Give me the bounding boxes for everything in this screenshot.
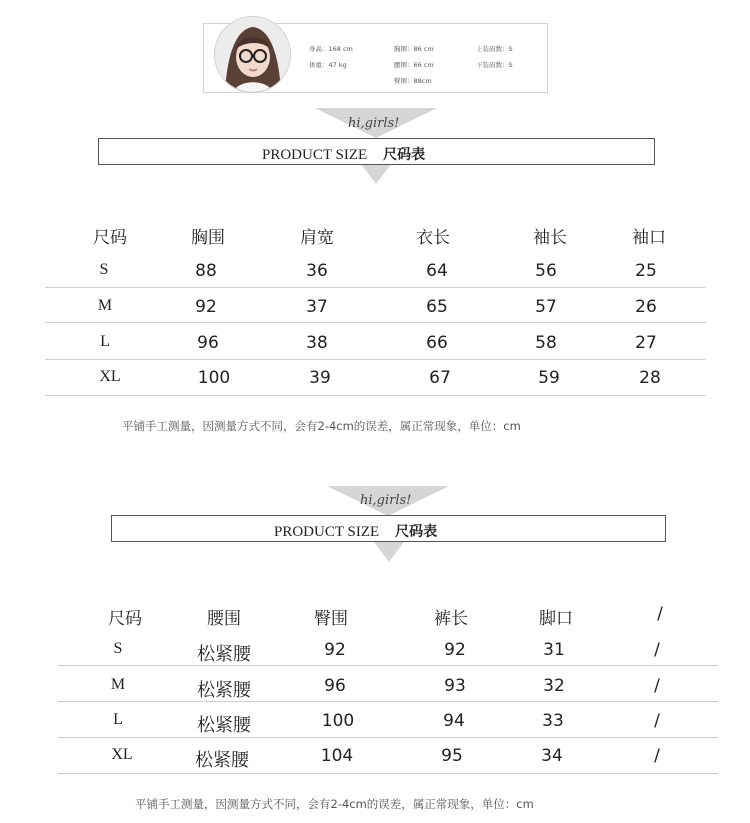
table-cell: 28 (639, 368, 661, 388)
table-cell: 59 (538, 368, 560, 388)
table-cell: 67 (429, 368, 451, 388)
table-cell: XL (111, 746, 133, 763)
table-cell: S (99, 261, 109, 278)
table-cell: M (110, 676, 126, 693)
table-header: 胸围 (191, 228, 225, 248)
table-header: 袖长 (533, 228, 567, 248)
heading-triangle-bottom (374, 542, 404, 562)
row-divider (58, 665, 718, 666)
table-cell: 64 (426, 261, 448, 281)
table-cell: 95 (441, 746, 463, 766)
row-divider (45, 287, 706, 288)
table-header: 臀围 (314, 609, 348, 629)
product-size-title (274, 521, 437, 541)
product-size-title (262, 144, 425, 164)
model-top-size: 上装码数：S (476, 45, 513, 53)
row-divider (58, 701, 718, 702)
row-divider (58, 737, 718, 738)
table-cell: 27 (635, 333, 657, 353)
model-weight: 体重：47 kg (309, 61, 347, 69)
table-cell: 104 (320, 746, 354, 766)
title-english: PRODUCT SIZE (262, 147, 368, 163)
table-header: 袖口 (632, 228, 666, 248)
row-divider (45, 395, 706, 396)
table-cell: 57 (535, 297, 557, 317)
product-size-title-box (111, 515, 666, 542)
model-info-card (203, 23, 548, 93)
table-cell: 100 (321, 711, 355, 731)
table-cell: 58 (535, 333, 557, 353)
table-cell: 56 (535, 261, 557, 281)
model-hip: 臀围：88cm (394, 77, 432, 85)
table-cell: 92 (195, 297, 217, 317)
table-cell: M (97, 297, 113, 314)
table-header: 尺码 (108, 609, 142, 629)
title-chinese: 尺码表 (383, 147, 426, 163)
table-header: 尺码 (93, 228, 127, 248)
table-cell: 松紧腰 (197, 715, 251, 736)
model-waist: 腰围：66 cm (394, 61, 434, 69)
table-header: 脚口 (539, 609, 573, 629)
table-header: 肩宽 (300, 228, 334, 248)
table-cell: 26 (635, 297, 657, 317)
table-cell: S (113, 640, 123, 657)
table-cell: 31 (543, 640, 565, 660)
table-cell: 39 (309, 368, 331, 388)
title-english: PRODUCT SIZE (274, 524, 380, 540)
table-cell: 65 (426, 297, 448, 317)
measurement-note: 平铺手工测量，因测量方式不同，会有2-4cm的误差，属正常现象，单位：cm (122, 419, 521, 433)
model-bottom-size: 下装码数：S (476, 61, 513, 69)
table-cell: L (113, 711, 123, 728)
table-cell: / (654, 640, 660, 660)
table-cell: 25 (635, 261, 657, 281)
row-divider (45, 322, 706, 323)
table-cell: 32 (543, 676, 565, 696)
table-cell: / (654, 676, 660, 696)
table-cell: 96 (197, 333, 219, 353)
title-chinese: 尺码表 (395, 524, 438, 540)
table-cell: 92 (324, 640, 346, 660)
table-header: 腰围 (207, 609, 241, 629)
table-header: / (657, 604, 663, 624)
product-size-title-box (98, 138, 655, 165)
heading-triangle-bottom (361, 164, 391, 184)
table-cell: 38 (306, 333, 328, 353)
table-cell: 93 (444, 676, 466, 696)
table-cell: XL (99, 368, 121, 385)
table-cell: / (654, 711, 660, 731)
measurement-note: 平铺手工测量，因测量方式不同，会有2-4cm的误差，属正常现象，单位：cm (135, 797, 534, 811)
table-cell: 96 (324, 676, 346, 696)
table-cell: 92 (444, 640, 466, 660)
table-cell: 66 (426, 333, 448, 353)
model-avatar (214, 16, 291, 93)
row-divider (45, 359, 706, 360)
table-header: 裤长 (434, 609, 468, 629)
table-cell: 松紧腰 (195, 750, 249, 771)
table-header: 衣长 (416, 228, 450, 248)
model-bust: 胸围：86 cm (394, 45, 434, 53)
table-cell: L (100, 333, 110, 350)
table-cell: / (654, 746, 660, 766)
table-cell: 松紧腰 (197, 644, 251, 665)
table-cell: 37 (306, 297, 328, 317)
model-height: 身高：168 cm (309, 45, 353, 53)
table-cell: 松紧腰 (197, 680, 251, 701)
hi-girls-tag: hi,girls! (360, 493, 412, 508)
table-cell: 88 (195, 261, 217, 281)
row-divider (58, 773, 718, 774)
table-cell: 36 (306, 261, 328, 281)
table-cell: 33 (542, 711, 564, 731)
table-cell: 94 (443, 711, 465, 731)
table-cell: 100 (197, 368, 231, 388)
table-cell: 34 (541, 746, 563, 766)
hi-girls-tag: hi,girls! (348, 116, 400, 131)
